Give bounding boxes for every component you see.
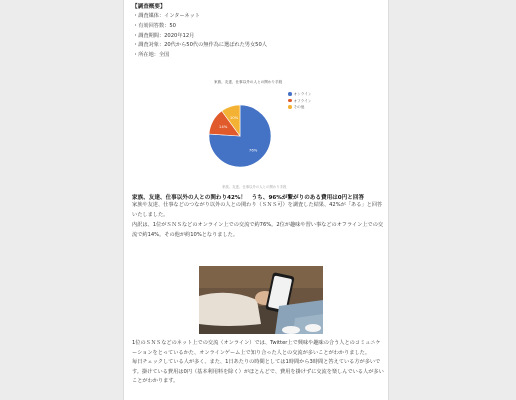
legend-swatch [288,105,292,109]
legend-label: オンライン [293,92,312,96]
pie-chart [194,80,334,192]
survey-item-media: ・調査媒体：インターネット [133,13,200,19]
legend-item-offline [288,98,311,105]
legend-swatch [288,99,292,103]
survey-item-location: ・所在地：全国 [133,52,170,59]
legend-label: その他 [293,105,305,110]
chart-caption: 家族、友達、仕事以外の人との関わり手段 [222,185,287,189]
article-paragraph-1: 家族や友達、仕事などのつながり以外の人との関わり（ＳＮＳ可）を調査した結果、42%が「ある」と回答いたしました。 [132,202,383,218]
chart-title: 家族、友達、仕事以外の人との関わり手段 [214,80,283,84]
pie-chart-svg [194,80,334,192]
pie-label-2: 10% [229,115,239,121]
article-paragraph-2: 内訳は、1位がＳＮＳなどのオンライン上での交流で約76%。2位が趣味や習い事などのオフライン上での交流で約14%。その他が約10%となりました。 [132,222,384,238]
survey-item-period: ・調査期間：2020年12月 [133,32,195,39]
legend-label: オフライン [293,98,312,103]
article-heading: 家族、友達、仕事以外の人との関わり42%！ うち、96%が繋がりのある費用は0円と回答 [132,195,365,201]
survey-list [133,12,267,61]
article-paragraph-3: 1位のＳＮＳなどのネット上での交流（オンライン）では、Twitter上で興味や趣味の合う人とのコミュニケーションをとっているかた、オンラインゲーム上で知り合った人との交流が多いことがわかりました。 [132,340,381,356]
document-page [124,0,388,400]
survey-heading: 【調査概要】 [132,4,166,10]
pie-label-0: 76% [248,147,258,153]
legend-item-online [288,91,311,98]
legend-swatch [288,92,292,96]
chart-legend [288,91,311,111]
smartphone-photo [199,266,323,334]
article-paragraph-4: 毎日チェックしている人が多く、また、1日あたりの時間としては1時間から3時間と答えている方が多いです。掛けている費用は0円（基本利用料を除く）がほとんどで、費用を掛けずに交流を楽しんでいる人が多いことがわかります。 [132,359,384,385]
pie-label-1: 14% [218,124,228,130]
legend-item-other [288,104,311,111]
survey-item-target: ・調査対象：20代から50代の無作為に選ばれた男女50人 [133,42,267,49]
survey-item-responses: ・有効回答数：50 [133,22,176,29]
